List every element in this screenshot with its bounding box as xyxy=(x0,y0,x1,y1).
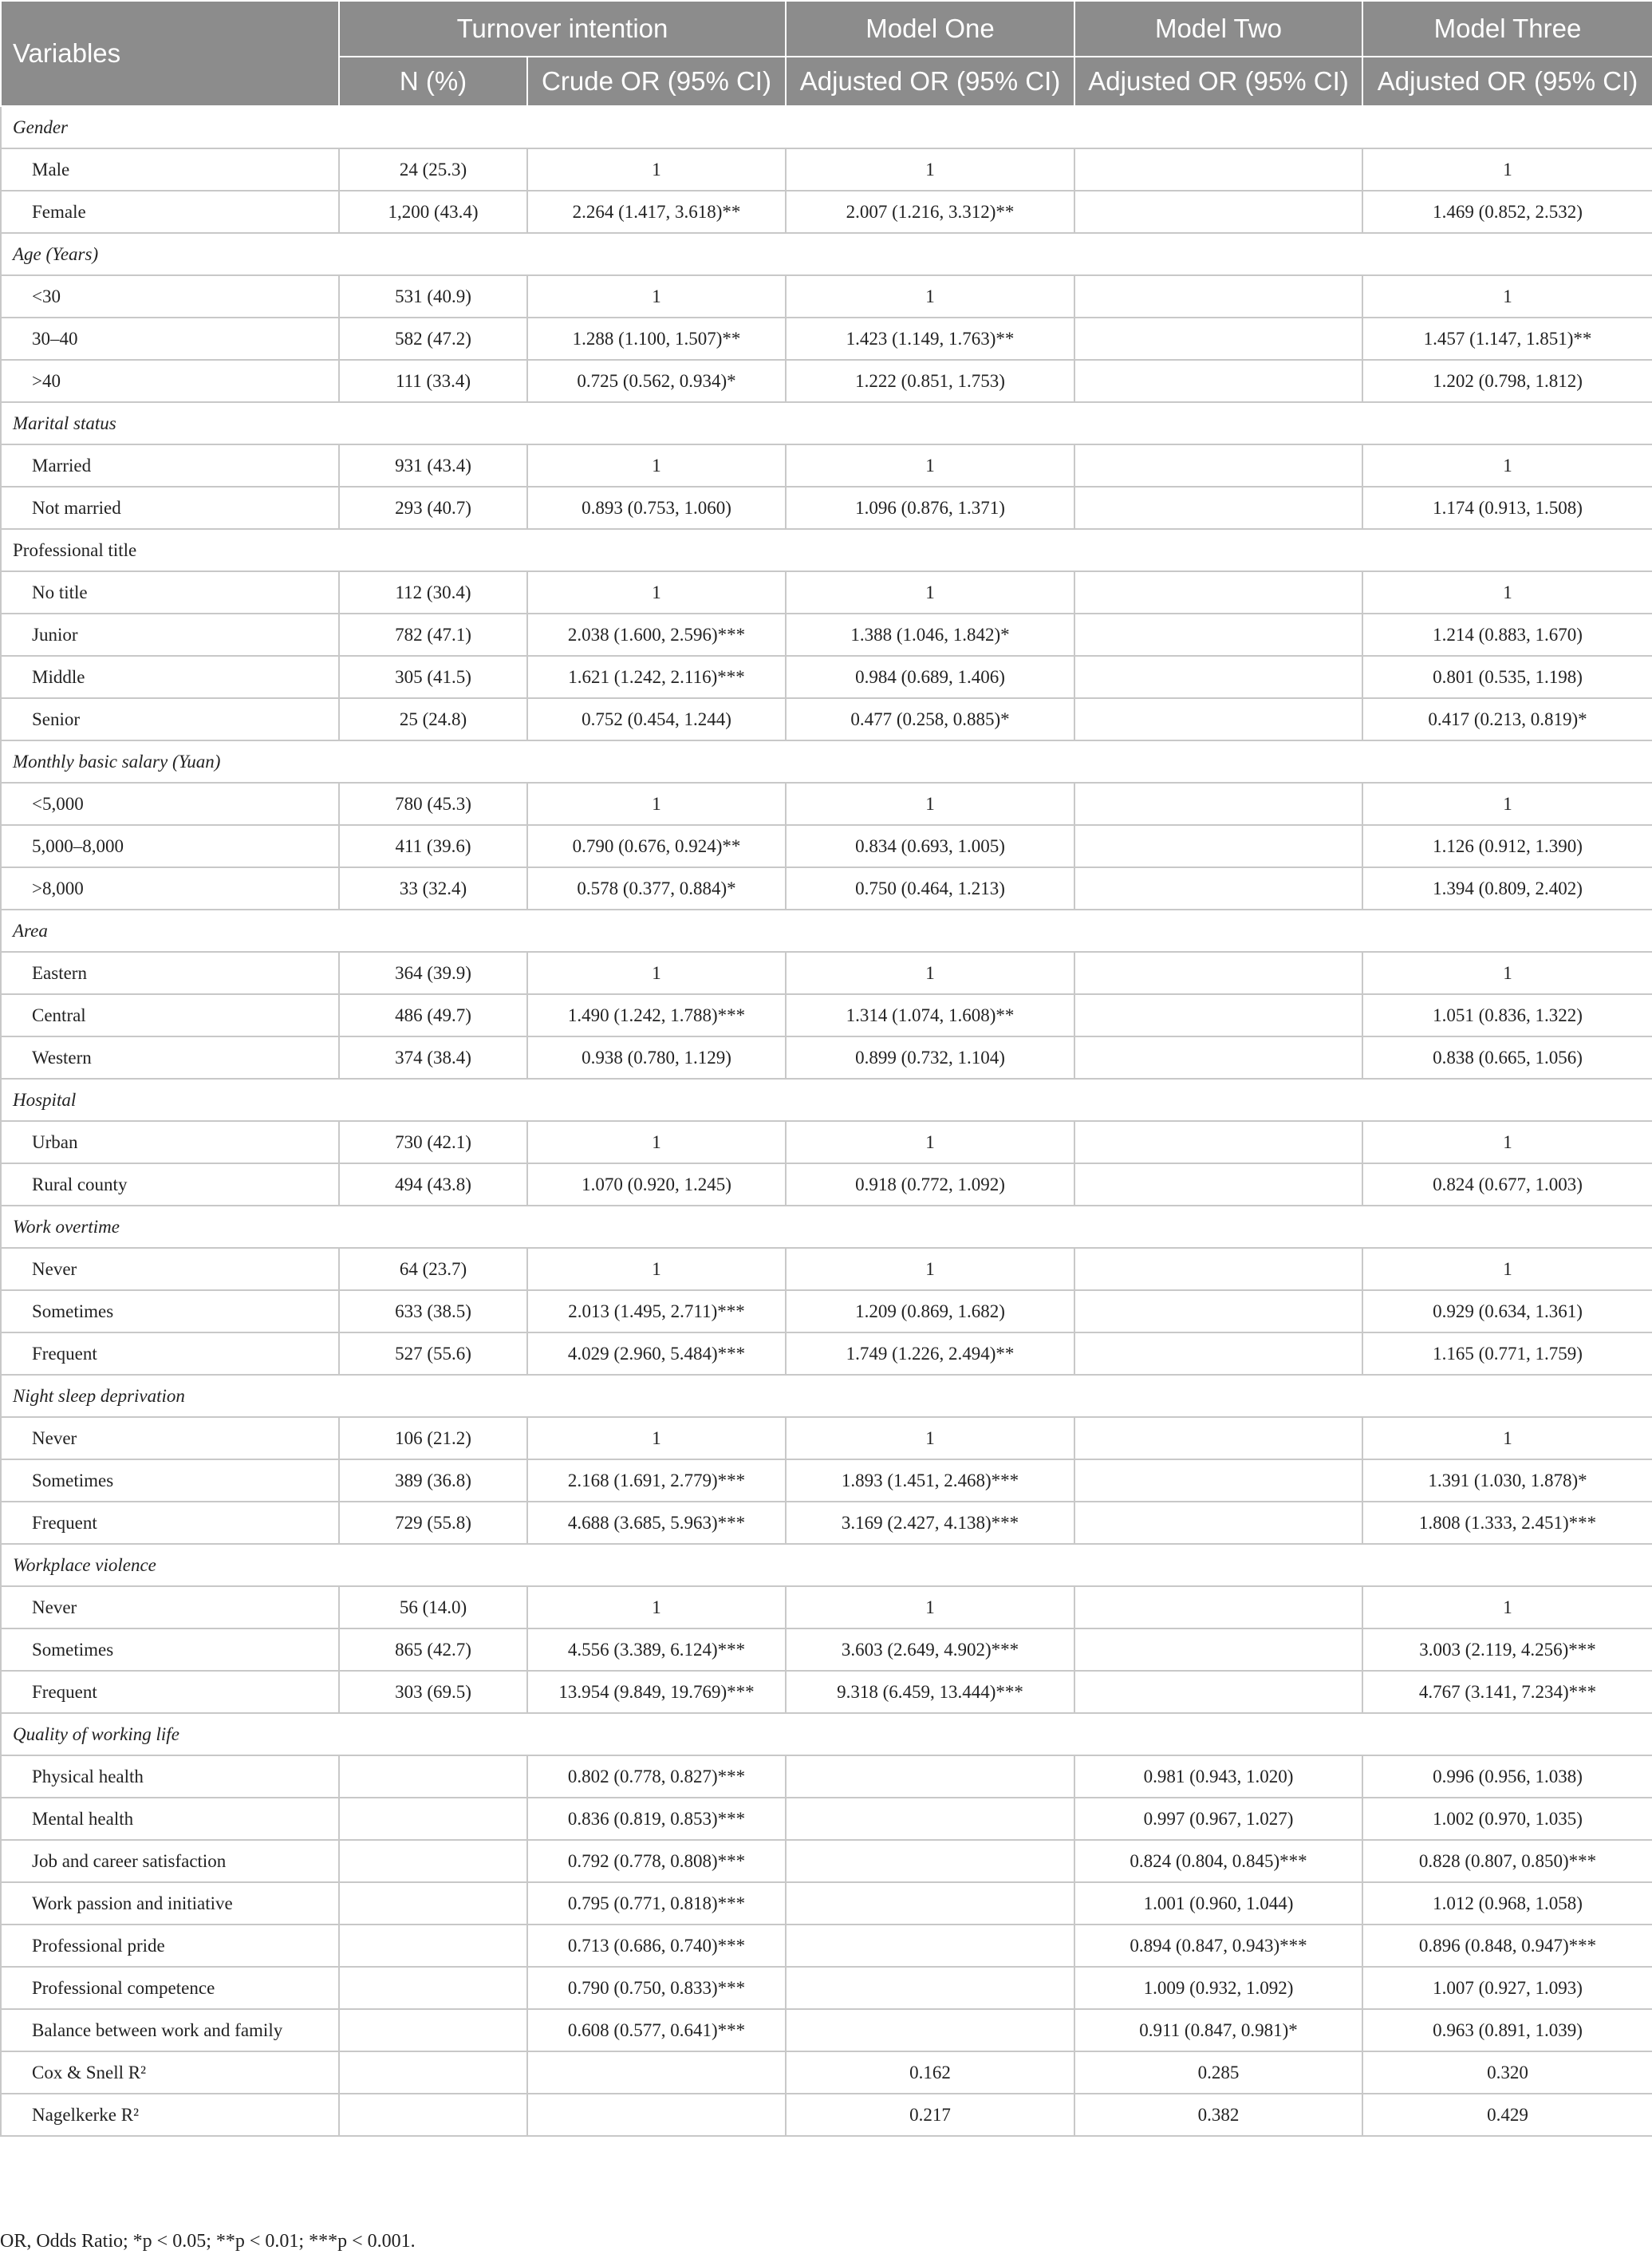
cell-model-one: 1.222 (0.851, 1.753) xyxy=(786,360,1074,402)
cell-n-pct: 33 (32.4) xyxy=(339,867,527,910)
cell-n-pct: 931 (43.4) xyxy=(339,444,527,487)
cell-model-one: 0.984 (0.689, 1.406) xyxy=(786,656,1074,698)
table-row xyxy=(1,2094,1652,2136)
table-row xyxy=(1,571,1652,614)
table-row xyxy=(1,275,1652,318)
cell-model-one: 3.603 (2.649, 4.902)*** xyxy=(786,1628,1074,1671)
row-label: Central xyxy=(1,994,339,1036)
table-row xyxy=(1,1882,1652,1925)
table-row xyxy=(1,318,1652,360)
cell-crude-or: 1 xyxy=(527,1417,786,1459)
cell-n-pct: 729 (55.8) xyxy=(339,1502,527,1544)
row-label: Sometimes xyxy=(1,1459,339,1502)
section-title: Quality of working life xyxy=(1,1713,1652,1755)
cell-model-two xyxy=(1074,1417,1362,1459)
header-crude-or: Crude OR (95% CI) xyxy=(527,57,786,106)
table-row xyxy=(1,1798,1652,1840)
cell-model-three: 4.767 (3.141, 7.234)*** xyxy=(1362,1671,1652,1713)
cell-model-two xyxy=(1074,1586,1362,1628)
row-label: Professional competence xyxy=(1,1967,339,2009)
header-model-two: Model Two xyxy=(1074,1,1362,57)
cell-n-pct xyxy=(339,1840,527,1882)
section-title: Area xyxy=(1,910,1652,952)
row-label: Mental health xyxy=(1,1798,339,1840)
row-label: Frequent xyxy=(1,1332,339,1375)
cell-model-three: 1.165 (0.771, 1.759) xyxy=(1362,1332,1652,1375)
cell-crude-or: 1 xyxy=(527,1248,786,1290)
cell-crude-or: 1 xyxy=(527,952,786,994)
cell-crude-or: 0.608 (0.577, 0.641)*** xyxy=(527,2009,786,2051)
cell-n-pct: 389 (36.8) xyxy=(339,1459,527,1502)
cell-model-one xyxy=(786,1840,1074,1882)
cell-model-three: 0.429 xyxy=(1362,2094,1652,2136)
cell-model-one xyxy=(786,1882,1074,1925)
cell-model-two xyxy=(1074,783,1362,825)
cell-n-pct: 25 (24.8) xyxy=(339,698,527,740)
cell-model-one: 1.423 (1.149, 1.763)** xyxy=(786,318,1074,360)
cell-crude-or: 2.013 (1.495, 2.711)*** xyxy=(527,1290,786,1332)
cell-n-pct: 494 (43.8) xyxy=(339,1163,527,1206)
cell-model-one: 1.096 (0.876, 1.371) xyxy=(786,487,1074,529)
table-row xyxy=(1,1163,1652,1206)
header-adjusted-or-1: Adjusted OR (95% CI) xyxy=(786,57,1074,106)
cell-model-two xyxy=(1074,1163,1362,1206)
cell-model-three: 0.838 (0.665, 1.056) xyxy=(1362,1036,1652,1079)
cell-model-three: 3.003 (2.119, 4.256)*** xyxy=(1362,1628,1652,1671)
cell-model-three: 0.417 (0.213, 0.819)* xyxy=(1362,698,1652,740)
cell-model-three: 1 xyxy=(1362,783,1652,825)
section-row xyxy=(1,1206,1652,1248)
cell-model-one: 0.899 (0.732, 1.104) xyxy=(786,1036,1074,1079)
cell-model-two xyxy=(1074,1248,1362,1290)
table-row xyxy=(1,191,1652,233)
cell-crude-or: 1.288 (1.100, 1.507)** xyxy=(527,318,786,360)
table-row xyxy=(1,1628,1652,1671)
cell-crude-or: 0.790 (0.750, 0.833)*** xyxy=(527,1967,786,2009)
table-row xyxy=(1,1502,1652,1544)
cell-model-one: 1.314 (1.074, 1.608)** xyxy=(786,994,1074,1036)
cell-n-pct xyxy=(339,2009,527,2051)
cell-crude-or: 0.752 (0.454, 1.244) xyxy=(527,698,786,740)
table-row xyxy=(1,148,1652,191)
cell-model-one: 9.318 (6.459, 13.444)*** xyxy=(786,1671,1074,1713)
cell-crude-or xyxy=(527,2094,786,2136)
cell-model-one xyxy=(786,1798,1074,1840)
cell-model-three: 1 xyxy=(1362,444,1652,487)
cell-model-two xyxy=(1074,360,1362,402)
row-label: No title xyxy=(1,571,339,614)
cell-n-pct: 780 (45.3) xyxy=(339,783,527,825)
cell-model-two xyxy=(1074,148,1362,191)
cell-n-pct: 111 (33.4) xyxy=(339,360,527,402)
cell-n-pct: 374 (38.4) xyxy=(339,1036,527,1079)
cell-model-two xyxy=(1074,487,1362,529)
table-row xyxy=(1,487,1652,529)
table-row xyxy=(1,1671,1652,1713)
cell-n-pct xyxy=(339,2051,527,2094)
cell-model-one: 0.750 (0.464, 1.213) xyxy=(786,867,1074,910)
section-row xyxy=(1,106,1652,148)
row-label: Junior xyxy=(1,614,339,656)
cell-model-one: 1 xyxy=(786,1417,1074,1459)
cell-model-two xyxy=(1074,698,1362,740)
cell-n-pct xyxy=(339,2094,527,2136)
cell-n-pct: 531 (40.9) xyxy=(339,275,527,318)
row-label: Never xyxy=(1,1248,339,1290)
cell-crude-or: 0.893 (0.753, 1.060) xyxy=(527,487,786,529)
header-adjusted-or-3: Adjusted OR (95% CI) xyxy=(1362,57,1652,106)
cell-model-one: 0.217 xyxy=(786,2094,1074,2136)
section-row xyxy=(1,740,1652,783)
row-label: Sometimes xyxy=(1,1628,339,1671)
row-label: Professional pride xyxy=(1,1925,339,1967)
row-label: Job and career satisfaction xyxy=(1,1840,339,1882)
cell-model-three: 1.394 (0.809, 2.402) xyxy=(1362,867,1652,910)
cell-model-two xyxy=(1074,952,1362,994)
section-title: Work overtime xyxy=(1,1206,1652,1248)
row-label: Never xyxy=(1,1417,339,1459)
row-label: Rural county xyxy=(1,1163,339,1206)
cell-n-pct: 782 (47.1) xyxy=(339,614,527,656)
section-title: Marital status xyxy=(1,402,1652,444)
table-row xyxy=(1,952,1652,994)
cell-crude-or: 0.836 (0.819, 0.853)*** xyxy=(527,1798,786,1840)
cell-model-two: 0.824 (0.804, 0.845)*** xyxy=(1074,1840,1362,1882)
cell-model-two: 0.911 (0.847, 0.981)* xyxy=(1074,2009,1362,2051)
cell-n-pct: 24 (25.3) xyxy=(339,148,527,191)
row-label: Middle xyxy=(1,656,339,698)
cell-model-two xyxy=(1074,1502,1362,1544)
cell-model-one: 0.477 (0.258, 0.885)* xyxy=(786,698,1074,740)
cell-model-one: 1 xyxy=(786,148,1074,191)
cell-model-one: 0.162 xyxy=(786,2051,1074,2094)
table-row xyxy=(1,1967,1652,2009)
table-row xyxy=(1,698,1652,740)
cell-model-three: 1.202 (0.798, 1.812) xyxy=(1362,360,1652,402)
cell-model-one xyxy=(786,1967,1074,2009)
cell-model-one xyxy=(786,1755,1074,1798)
cell-model-three: 1.002 (0.970, 1.035) xyxy=(1362,1798,1652,1840)
cell-model-one: 1 xyxy=(786,444,1074,487)
section-row xyxy=(1,910,1652,952)
cell-model-one xyxy=(786,2009,1074,2051)
row-label: Never xyxy=(1,1586,339,1628)
cell-model-two: 0.981 (0.943, 1.020) xyxy=(1074,1755,1362,1798)
cell-n-pct: 411 (39.6) xyxy=(339,825,527,867)
cell-n-pct xyxy=(339,1755,527,1798)
section-title: Night sleep deprivation xyxy=(1,1375,1652,1417)
cell-model-one: 1 xyxy=(786,275,1074,318)
cell-model-two xyxy=(1074,1459,1362,1502)
table-row xyxy=(1,1925,1652,1967)
cell-model-three: 1 xyxy=(1362,1417,1652,1459)
cell-model-two xyxy=(1074,1628,1362,1671)
cell-n-pct xyxy=(339,1798,527,1840)
table-row xyxy=(1,994,1652,1036)
section-row xyxy=(1,402,1652,444)
row-label: Married xyxy=(1,444,339,487)
table-row xyxy=(1,1290,1652,1332)
cell-model-three: 0.824 (0.677, 1.003) xyxy=(1362,1163,1652,1206)
table-footnote: OR, Odds Ratio; *p < 0.05; **p < 0.01; ***p < 0.001. xyxy=(0,2231,416,2252)
row-label: Male xyxy=(1,148,339,191)
cell-crude-or: 13.954 (9.849, 19.769)*** xyxy=(527,1671,786,1713)
row-label: 30–40 xyxy=(1,318,339,360)
cell-model-three: 1 xyxy=(1362,571,1652,614)
cell-crude-or: 0.790 (0.676, 0.924)** xyxy=(527,825,786,867)
table-row xyxy=(1,444,1652,487)
row-label: >8,000 xyxy=(1,867,339,910)
cell-model-one: 1 xyxy=(786,1121,1074,1163)
cell-crude-or: 0.725 (0.562, 0.934)* xyxy=(527,360,786,402)
row-label: Western xyxy=(1,1036,339,1079)
cell-crude-or: 2.264 (1.417, 3.618)** xyxy=(527,191,786,233)
cell-model-one: 0.834 (0.693, 1.005) xyxy=(786,825,1074,867)
cell-crude-or: 0.713 (0.686, 0.740)*** xyxy=(527,1925,786,1967)
row-label: >40 xyxy=(1,360,339,402)
cell-model-one: 1 xyxy=(786,1586,1074,1628)
cell-model-three: 1.126 (0.912, 1.390) xyxy=(1362,825,1652,867)
cell-model-three: 1 xyxy=(1362,275,1652,318)
cell-n-pct xyxy=(339,1925,527,1967)
cell-n-pct: 56 (14.0) xyxy=(339,1586,527,1628)
cell-model-two xyxy=(1074,825,1362,867)
cell-crude-or: 2.168 (1.691, 2.779)*** xyxy=(527,1459,786,1502)
cell-n-pct: 303 (69.5) xyxy=(339,1671,527,1713)
cell-model-two: 0.382 xyxy=(1074,2094,1362,2136)
cell-crude-or: 4.688 (3.685, 5.963)*** xyxy=(527,1502,786,1544)
cell-model-two xyxy=(1074,994,1362,1036)
cell-n-pct: 730 (42.1) xyxy=(339,1121,527,1163)
cell-model-one: 1.388 (1.046, 1.842)* xyxy=(786,614,1074,656)
cell-model-two xyxy=(1074,275,1362,318)
table-row xyxy=(1,614,1652,656)
cell-model-one: 1.749 (1.226, 2.494)** xyxy=(786,1332,1074,1375)
row-label: Urban xyxy=(1,1121,339,1163)
cell-model-two: 0.894 (0.847, 0.943)*** xyxy=(1074,1925,1362,1967)
row-label: Physical health xyxy=(1,1755,339,1798)
table-row xyxy=(1,1036,1652,1079)
cell-model-three: 1 xyxy=(1362,1121,1652,1163)
table-row xyxy=(1,656,1652,698)
cell-crude-or: 0.792 (0.778, 0.808)*** xyxy=(527,1840,786,1882)
cell-model-one: 3.169 (2.427, 4.138)*** xyxy=(786,1502,1074,1544)
cell-model-two xyxy=(1074,1036,1362,1079)
cell-crude-or: 1.490 (1.242, 1.788)*** xyxy=(527,994,786,1036)
cell-crude-or: 1 xyxy=(527,275,786,318)
cell-model-one: 1.209 (0.869, 1.682) xyxy=(786,1290,1074,1332)
cell-model-two xyxy=(1074,1332,1362,1375)
section-row xyxy=(1,1544,1652,1586)
cell-model-three: 1.012 (0.968, 1.058) xyxy=(1362,1882,1652,1925)
cell-n-pct: 293 (40.7) xyxy=(339,487,527,529)
row-label: Not married xyxy=(1,487,339,529)
cell-crude-or: 1 xyxy=(527,444,786,487)
cell-n-pct: 64 (23.7) xyxy=(339,1248,527,1290)
cell-n-pct: 1,200 (43.4) xyxy=(339,191,527,233)
cell-model-one xyxy=(786,1925,1074,1967)
table-row xyxy=(1,360,1652,402)
cell-model-one: 0.918 (0.772, 1.092) xyxy=(786,1163,1074,1206)
row-label: Senior xyxy=(1,698,339,740)
cell-model-one: 1 xyxy=(786,952,1074,994)
cell-model-three: 1.469 (0.852, 2.532) xyxy=(1362,191,1652,233)
section-row xyxy=(1,1375,1652,1417)
cell-model-one: 2.007 (1.216, 3.312)** xyxy=(786,191,1074,233)
cell-model-three: 1.174 (0.913, 1.508) xyxy=(1362,487,1652,529)
cell-n-pct: 527 (55.6) xyxy=(339,1332,527,1375)
cell-crude-or: 1 xyxy=(527,571,786,614)
cell-model-two xyxy=(1074,318,1362,360)
cell-model-three: 0.320 xyxy=(1362,2051,1652,2094)
cell-model-two: 0.285 xyxy=(1074,2051,1362,2094)
cell-model-three: 1.808 (1.333, 2.451)*** xyxy=(1362,1502,1652,1544)
table-row xyxy=(1,1121,1652,1163)
cell-crude-or: 0.802 (0.778, 0.827)*** xyxy=(527,1755,786,1798)
cell-model-two xyxy=(1074,1121,1362,1163)
cell-model-two: 0.997 (0.967, 1.027) xyxy=(1074,1798,1362,1840)
row-label: Eastern xyxy=(1,952,339,994)
cell-model-three: 1.457 (1.147, 1.851)** xyxy=(1362,318,1652,360)
section-title: Monthly basic salary (Yuan) xyxy=(1,740,1652,783)
cell-crude-or: 1.621 (1.242, 2.116)*** xyxy=(527,656,786,698)
section-title: Workplace violence xyxy=(1,1544,1652,1586)
cell-model-three: 1.007 (0.927, 1.093) xyxy=(1362,1967,1652,2009)
cell-model-three: 1.391 (1.030, 1.878)* xyxy=(1362,1459,1652,1502)
header-variables: Variables xyxy=(1,1,339,106)
table-row xyxy=(1,1248,1652,1290)
cell-crude-or xyxy=(527,2051,786,2094)
header-model-one: Model One xyxy=(786,1,1074,57)
cell-n-pct: 112 (30.4) xyxy=(339,571,527,614)
cell-n-pct: 486 (49.7) xyxy=(339,994,527,1036)
table-row xyxy=(1,867,1652,910)
cell-model-one: 1 xyxy=(786,783,1074,825)
cell-model-three: 1 xyxy=(1362,148,1652,191)
row-label: Balance between work and family xyxy=(1,2009,339,2051)
table-row xyxy=(1,783,1652,825)
cell-model-two: 1.001 (0.960, 1.044) xyxy=(1074,1882,1362,1925)
header-turnover-intention: Turnover intention xyxy=(339,1,786,57)
section-title: Gender xyxy=(1,106,1652,148)
section-title: Age (Years) xyxy=(1,233,1652,275)
cell-model-three: 1 xyxy=(1362,1586,1652,1628)
table-header xyxy=(1,1,1652,106)
cell-model-two xyxy=(1074,867,1362,910)
cell-model-three: 1.051 (0.836, 1.322) xyxy=(1362,994,1652,1036)
row-label: Sometimes xyxy=(1,1290,339,1332)
cell-model-three: 0.896 (0.848, 0.947)*** xyxy=(1362,1925,1652,1967)
cell-crude-or: 0.938 (0.780, 1.129) xyxy=(527,1036,786,1079)
header-adjusted-or-2: Adjusted OR (95% CI) xyxy=(1074,57,1362,106)
cell-model-two xyxy=(1074,444,1362,487)
cell-n-pct: 305 (41.5) xyxy=(339,656,527,698)
cell-crude-or: 1.070 (0.920, 1.245) xyxy=(527,1163,786,1206)
table-row xyxy=(1,1459,1652,1502)
table-row xyxy=(1,2051,1652,2094)
cell-n-pct: 633 (38.5) xyxy=(339,1290,527,1332)
table-body xyxy=(1,106,1652,2136)
cell-model-two xyxy=(1074,191,1362,233)
row-label: Frequent xyxy=(1,1502,339,1544)
table-row xyxy=(1,1332,1652,1375)
cell-model-three: 1.214 (0.883, 1.670) xyxy=(1362,614,1652,656)
cell-model-three: 1 xyxy=(1362,1248,1652,1290)
cell-n-pct xyxy=(339,1882,527,1925)
cell-model-three: 0.963 (0.891, 1.039) xyxy=(1362,2009,1652,2051)
section-row xyxy=(1,1713,1652,1755)
cell-model-one: 1.893 (1.451, 2.468)*** xyxy=(786,1459,1074,1502)
cell-n-pct: 582 (47.2) xyxy=(339,318,527,360)
cell-crude-or: 0.578 (0.377, 0.884)* xyxy=(527,867,786,910)
cell-model-three: 0.929 (0.634, 1.361) xyxy=(1362,1290,1652,1332)
cell-n-pct: 364 (39.9) xyxy=(339,952,527,994)
cell-crude-or: 1 xyxy=(527,783,786,825)
table-row xyxy=(1,1417,1652,1459)
row-label: Work passion and initiative xyxy=(1,1882,339,1925)
cell-model-one: 1 xyxy=(786,1248,1074,1290)
cell-model-one: 1 xyxy=(786,571,1074,614)
cell-crude-or: 2.038 (1.600, 2.596)*** xyxy=(527,614,786,656)
cell-model-two: 1.009 (0.932, 1.092) xyxy=(1074,1967,1362,2009)
cell-model-three: 0.801 (0.535, 1.198) xyxy=(1362,656,1652,698)
cell-model-two xyxy=(1074,1671,1362,1713)
section-row xyxy=(1,1079,1652,1121)
cell-crude-or: 1 xyxy=(527,1586,786,1628)
cell-n-pct: 865 (42.7) xyxy=(339,1628,527,1671)
cell-crude-or: 1 xyxy=(527,1121,786,1163)
table-row xyxy=(1,825,1652,867)
cell-n-pct: 106 (21.2) xyxy=(339,1417,527,1459)
row-label: Frequent xyxy=(1,1671,339,1713)
table-row xyxy=(1,1586,1652,1628)
section-row xyxy=(1,233,1652,275)
cell-crude-or: 0.795 (0.771, 0.818)*** xyxy=(527,1882,786,1925)
section-title: Professional title xyxy=(1,529,1652,571)
row-label: Female xyxy=(1,191,339,233)
cell-model-three: 0.828 (0.807, 0.850)*** xyxy=(1362,1840,1652,1882)
header-n-pct: N (%) xyxy=(339,57,527,106)
row-label: Nagelkerke R² xyxy=(1,2094,339,2136)
table-row xyxy=(1,2009,1652,2051)
cell-crude-or: 1 xyxy=(527,148,786,191)
section-row xyxy=(1,529,1652,571)
cell-model-two xyxy=(1074,571,1362,614)
section-title: Hospital xyxy=(1,1079,1652,1121)
cell-model-three: 0.996 (0.956, 1.038) xyxy=(1362,1755,1652,1798)
table-row xyxy=(1,1840,1652,1882)
cell-model-two xyxy=(1074,614,1362,656)
cell-model-three: 1 xyxy=(1362,952,1652,994)
row-label: <30 xyxy=(1,275,339,318)
row-label: Cox & Snell R² xyxy=(1,2051,339,2094)
cell-model-two xyxy=(1074,1290,1362,1332)
row-label: 5,000–8,000 xyxy=(1,825,339,867)
cell-model-two xyxy=(1074,656,1362,698)
cell-crude-or: 4.556 (3.389, 6.124)*** xyxy=(527,1628,786,1671)
cell-crude-or: 4.029 (2.960, 5.484)*** xyxy=(527,1332,786,1375)
table-row xyxy=(1,1755,1652,1798)
cell-n-pct xyxy=(339,1967,527,2009)
row-label: <5,000 xyxy=(1,783,339,825)
header-model-three: Model Three xyxy=(1362,1,1652,57)
